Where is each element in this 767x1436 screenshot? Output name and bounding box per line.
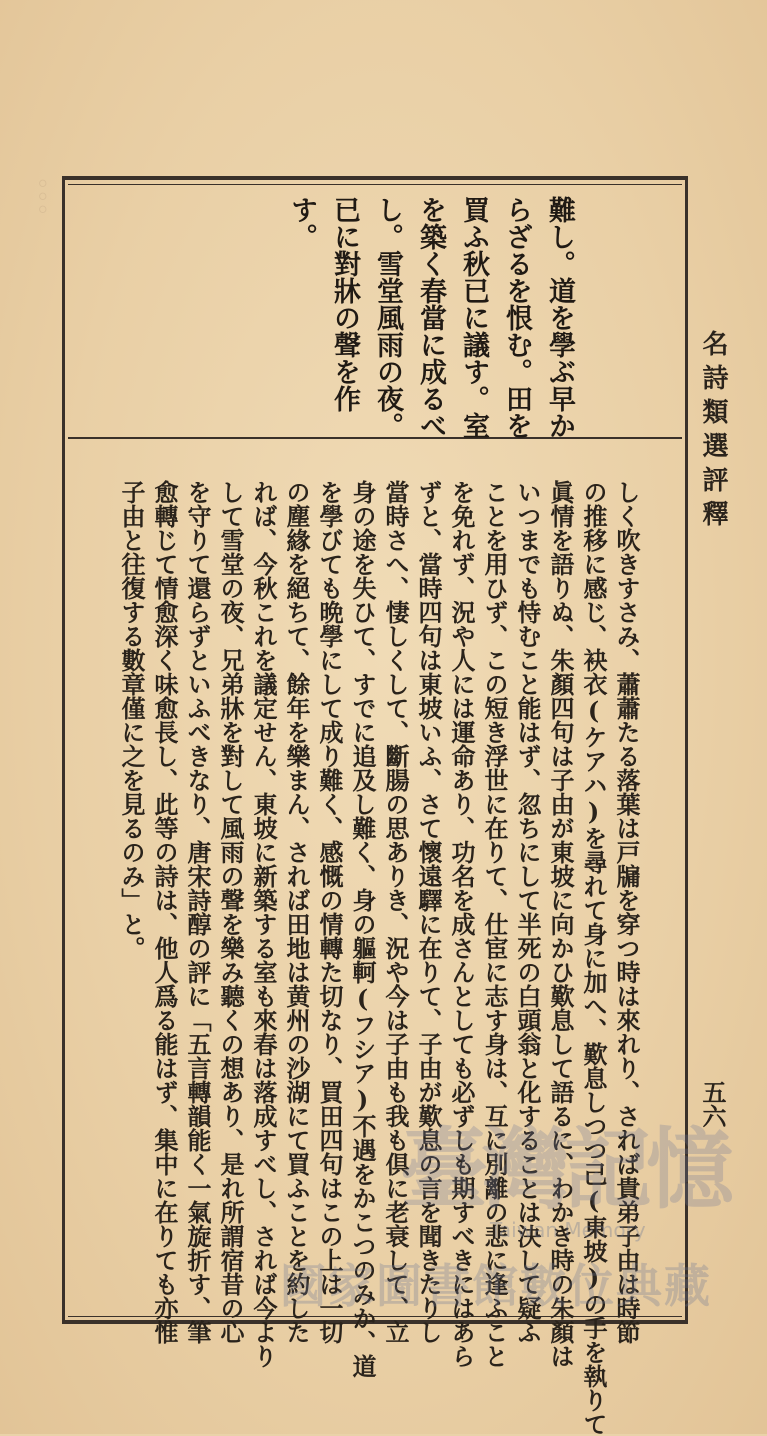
commentary-column-5: ことを用ひず、この短き浮世に在りて、仕宦に志す身は、互に別離の悲に逢ふこと	[480, 480, 509, 1368]
running-title: 名詩類選評釋	[698, 330, 728, 534]
commentary-column-10: を學びても晩學にして成り難く、感慨の情轉た切なり、買田四句はこの上は一切	[315, 480, 344, 1344]
commentary-column-3: 眞情を語りぬ、朱顏四句は子由が東坡に向かひ歎息して語るに、わかき時の朱顏は	[546, 480, 575, 1368]
watermark-institution: 國家圖書館數位典藏	[280, 1259, 712, 1313]
commentary-column-6: を免れず、況や人には運命あり、功名を成さんとしても必ずしも期すべきにはあら	[447, 480, 476, 1368]
commentary-column-12: れば、今秋これを議定せん、東坡に新築する室も來春は落成すべし、されば今より	[249, 480, 278, 1368]
commentary-column-14: を守りて還らずといふべきなり、唐宋詩醇の評に「五言轉韻能く一氣旋折す、筆	[183, 480, 212, 1344]
library-watermark	[280, 1100, 740, 1320]
poem-column-2: らざるを恨む。田を	[501, 196, 532, 439]
commentary-column-13: して雪堂の夜、兄弟牀を對して風雨の聲を樂み聽くの想あり、是れ所謂宿昔の心	[216, 480, 245, 1344]
commentary-column-11: の塵緣を絕ちて、餘年を樂まん、されば田地は黄州の沙湖にて買ふことを約した	[282, 480, 311, 1344]
commentary-column-9: 身の途を失ひて、すでに追及し難く、身の軀軻(フシア)不遇をかこつのみか、道	[348, 480, 377, 1378]
commentary-column-1: しく吹きすさみ、蕭蕭たる落葉は戸牖を穿つ時は來れり、されば貴弟子由は時節	[612, 480, 641, 1344]
poem-column-4: を築く春當に成るべ	[415, 196, 446, 439]
commentary-column-8: 當時さへ、悽しくして、斷腸の思ありき、況や今は子由も我も倶に老衰して、立	[381, 480, 410, 1344]
poem-column-1: 難し。道を學ぶ早か	[544, 196, 575, 439]
commentary-column-7: ずと、當時四句は東坡いふ、さて懷遠驛に在りて、子由が歎息の言を聞きたりし	[414, 480, 443, 1344]
poem-column-6: 已に對牀の聲を作	[329, 196, 360, 412]
poem-column-3: 買ふ秋已に議す。室	[458, 196, 489, 439]
commentary-column-16: 子由と往復する數章僅に之を見るのみ」と。	[117, 480, 146, 960]
watermark-seal: 臺灣記憶	[400, 1118, 729, 1221]
frame-inner-rule-top	[68, 184, 682, 185]
watermark-english: Taiwan Memory	[490, 1218, 646, 1242]
page-number: 五六	[698, 1080, 727, 1128]
commentary-column-15: 愈轉じて情愈深く味愈長し、此等の詩は、他人爲る能はず、集中に在りても亦惟	[150, 480, 179, 1344]
poem-column-7: す。	[286, 196, 317, 250]
commentary-column-2: の推移に感じ、袂衣(ケアハ)を尋れて身に加へ、歎息しつつ己(東坡)の手を執りて	[579, 480, 608, 1436]
commentary-column-4: いつまでも恃むこと能はず、忽ちにして半死の白頭翁と化することは決して疑ふ	[513, 480, 542, 1344]
poem-column-5: し。雪堂風雨の夜。	[372, 196, 403, 439]
show-through-text: 。。。	[18, 178, 48, 230]
